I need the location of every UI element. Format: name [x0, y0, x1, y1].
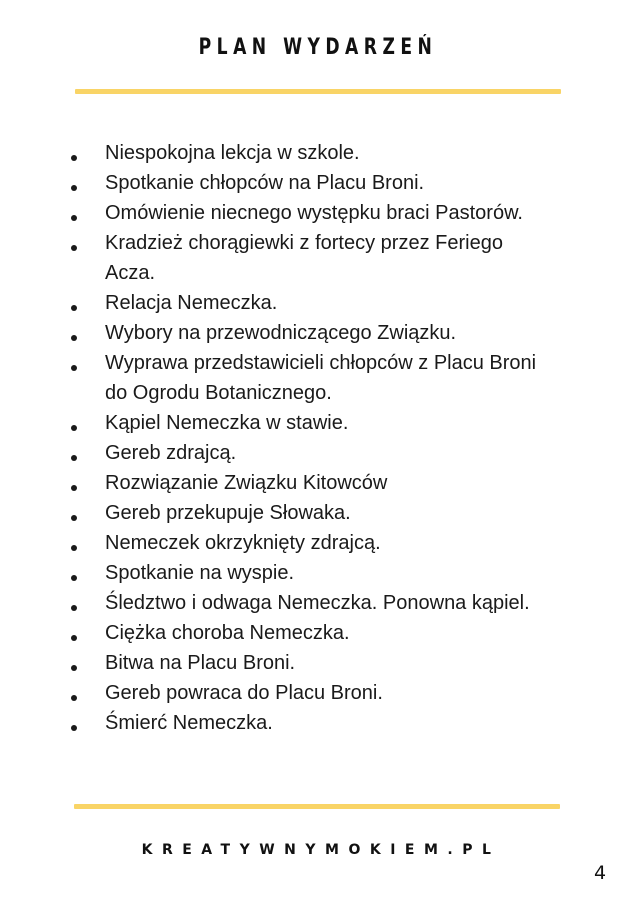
list-item — [0, 588, 636, 618]
bullet-icon — [71, 695, 77, 701]
top-divider — [75, 89, 561, 94]
list-item — [0, 648, 636, 678]
bullet-icon — [71, 365, 77, 371]
list-item — [0, 468, 636, 498]
bullet-icon — [71, 605, 77, 611]
list-item — [0, 288, 636, 318]
bullet-icon — [71, 725, 77, 731]
list-item — [0, 438, 636, 468]
event-text: Bitwa na Placu Broni. — [105, 652, 296, 674]
bullet-icon — [71, 185, 77, 191]
event-list — [0, 138, 636, 738]
event-text: Gereb powraca do Placu Broni. — [105, 682, 383, 704]
event-text: Omówienie niecnego występku braci Pastorów. — [105, 202, 523, 224]
event-text: Relacja Nemeczka. — [105, 292, 278, 314]
bullet-icon — [71, 425, 77, 431]
bottom-divider — [74, 804, 560, 809]
event-text: Kradzież chorągiewki z fortecy przez Feriego Acza. — [105, 232, 503, 284]
bullet-icon — [71, 245, 77, 251]
bullet-icon — [71, 515, 77, 521]
event-text: Kąpiel Nemeczka w stawie. — [105, 412, 349, 434]
list-item — [0, 498, 636, 528]
list-item — [0, 708, 636, 738]
event-text: Wyprawa przedstawicieli chłopców z Placu Broni do Ogrodu Botanicznego. — [105, 352, 537, 404]
list-item — [0, 558, 636, 588]
event-text: Niespokojna lekcja w szkole. — [105, 142, 360, 164]
bullet-icon — [71, 635, 77, 641]
list-item — [0, 348, 636, 408]
list-item — [0, 408, 636, 438]
bullet-icon — [71, 215, 77, 221]
list-item — [0, 228, 636, 288]
event-text: Gereb zdrajcą. — [105, 442, 237, 464]
bullet-icon — [71, 665, 77, 671]
bullet-icon — [71, 545, 77, 551]
event-text: Spotkanie na wyspie. — [105, 562, 295, 584]
event-text: Wybory na przewodniczącego Związku. — [105, 322, 457, 344]
page-title: PLAN WYDARZEŃ — [198, 35, 438, 60]
bullet-icon — [71, 575, 77, 581]
bullet-icon — [71, 335, 77, 341]
list-item — [0, 168, 636, 198]
event-text: Śledztwo i odwaga Nemeczka. Ponowna kąpiel. — [105, 592, 530, 614]
list-item — [0, 678, 636, 708]
page-number: 4 — [594, 862, 607, 884]
list-item — [0, 138, 636, 168]
bullet-icon — [71, 485, 77, 491]
bullet-icon — [71, 305, 77, 311]
event-text: Nemeczek okrzyknięty zdrajcą. — [105, 532, 381, 554]
event-text: Ciężka choroba Nemeczka. — [105, 622, 350, 644]
list-item — [0, 618, 636, 648]
event-text: Rozwiązanie Związku Kitowców — [105, 472, 388, 494]
list-item — [0, 528, 636, 558]
bullet-icon — [71, 455, 77, 461]
footer-website: KREATYWNYMOKIEM.PL — [141, 842, 501, 858]
list-item — [0, 198, 636, 228]
bullet-icon — [71, 155, 77, 161]
event-text: Spotkanie chłopców na Placu Broni. — [105, 172, 425, 194]
list-item — [0, 318, 636, 348]
event-text: Gereb przekupuje Słowaka. — [105, 502, 351, 524]
event-text: Śmierć Nemeczka. — [105, 712, 273, 734]
